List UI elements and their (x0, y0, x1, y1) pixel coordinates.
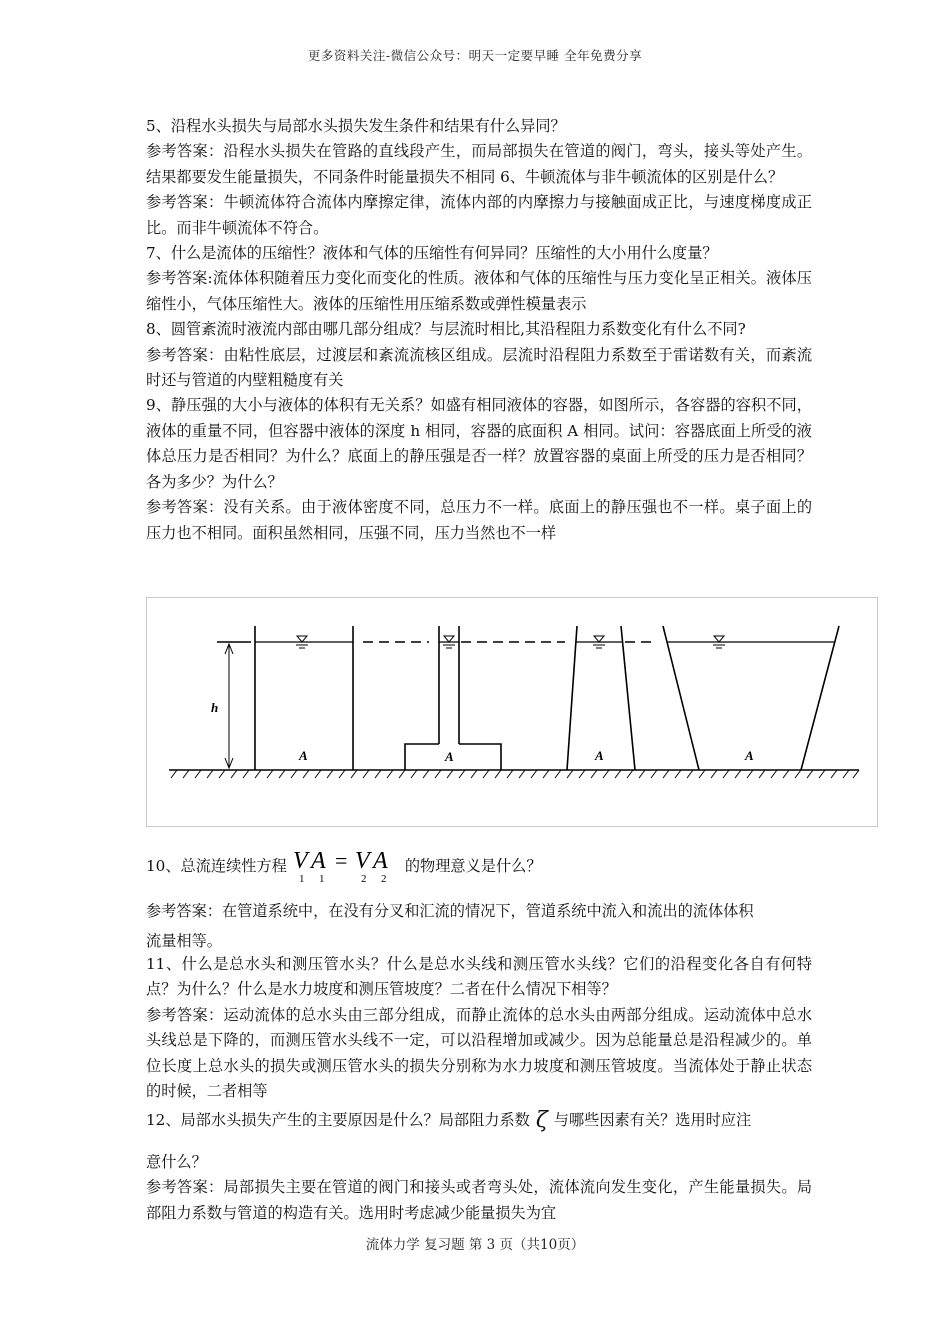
q6-answer: 参考答案：牛顿流体符合流体内摩擦定律，流体内部的内摩擦力与接触面成正比，与速度梯度成正比。而非牛顿流体不符合。 (146, 193, 812, 237)
q10-answer-line1: 参考答案：在管道系统中，在没有分叉和汇流的情况下，管道系统中流入和流出的流体体积 (146, 902, 754, 920)
zeta-symbol: ζ (535, 1108, 548, 1133)
container-figure (146, 597, 878, 827)
q12-answer: 参考答案：局部损失主要在管道的阀门和接头或者弯头处，流体流向发生变化，产生能量损失。局部阻力系数与管道的构造有关。选用时考虑减少能量损失为宜 (146, 1178, 812, 1222)
q7-question: 7、什么是流体的压缩性？液体和气体的压缩性有何异同？压缩性的大小用什么度量？ (146, 244, 718, 263)
q8-answer: 参考答案：由粘性底层，过渡层和紊流流核区组成。层流时沿程阻力系数至于雷诺数有关，而紊流时还与管道的内壁粗糙度有关 (146, 345, 812, 390)
q9-answer: 参考答案：没有关系。由于液体密度不同，总压力不一样。底面上的静压强也不一样。桌子面上的压力也不相同。面积虽然相同，压强不同，压力当然也不一样 (146, 498, 812, 542)
area-label-1: A (299, 748, 308, 763)
area-label-3: A (595, 748, 604, 763)
q11-block (146, 952, 812, 1104)
eq-sub-a1: 1 (318, 873, 325, 884)
eq-sub-v1: 1 (298, 873, 305, 884)
page-footer: 流体力学 复习题 第 3 页（共10页） (365, 1237, 585, 1253)
container-diagram (147, 598, 877, 826)
eq-v2: V (354, 848, 370, 874)
q11-answer: 参考答案：运动流体的总水头由三部分组成，而静止流体的总水头由两部分组成。运动流体中总水头线总是下降的，而测压管水头线不一定，可以沿程增加或减少。因为总能量总是沿程减少的。单位长度上总水头的损失或测压管水头的损失分别称为水力坡度和测压管坡度。当流体处于静止状态的时候，二者相等 (146, 1005, 812, 1101)
q5-answer: 参考答案：沿程水头损失在管路的直线段产生，而局部损失在管道的阀门，弯头，接头等处产生。结果都要发生能量损失，不同条件时能量损失不相同 6、牛顿流体与非牛顿流体的区别是什么？ (146, 142, 812, 186)
q12-continued (146, 1150, 812, 1226)
area-label-2: A (445, 749, 454, 764)
continuity-equation (291, 846, 401, 888)
q12-suffix: 与哪些因素有关？选用时应注 (553, 1111, 752, 1129)
eq-equals: = (334, 848, 348, 873)
ground-hatch (171, 770, 859, 778)
q5-question: 5、沿程水头损失与局部水头损失发生条件和结果有什么异同？ (146, 117, 566, 135)
q12-line2: 意什么？ (146, 1153, 207, 1171)
q10-answer-line2: 流量相等。 (146, 932, 222, 950)
q11-question: 11、什么是总水头和测压管水头？什么是总水头线和测压管水头线？它们的沿程变化各自有何特点？为什么？什么是水力坡度和测压管坡度？二者在什么情况下相等？ (146, 955, 812, 999)
q10-question (146, 846, 812, 888)
eq-a1: A (310, 848, 326, 874)
q12-question (146, 1108, 812, 1133)
eq-v1: V (292, 848, 308, 874)
q10-prefix: 10、总流连续性方程 (146, 857, 287, 875)
q9-question: 9、静压强的大小与液体的体积有无关系？如盛有相同液体的容器，如图所示，各容器的容积不同，液体的重量不同，但容器中液体的深度 h 相同，容器的底面积 A 相同。试问：容器底面上所受的液体总压力是否相同？为什么？底面上的静压强是否一样？放置容器的桌面上所受的压力是否相同？各为多少？为什么？ (146, 396, 812, 491)
area-label-4: A (745, 748, 754, 763)
qa-content (146, 114, 812, 546)
q10-suffix: 的物理意义是什么？ (404, 857, 542, 875)
eq-sub-v2: 2 (360, 873, 367, 884)
page-header: 更多资料关注-微信公众号：明天一定要早睡 全年免费分享 (307, 48, 643, 63)
q12-prefix: 12、局部水头损失产生的主要原因是什么？局部阻力系数 (146, 1111, 530, 1129)
q7-answer: 参考答案:流体体积随着压力变化而变化的性质。液体和气体的压缩性与压力变化呈正相关。液体压缩性小，气体压缩性大。液体的压缩性用压缩系数或弹性模量表示 (146, 269, 812, 313)
q8-question: 8、圆管紊流时液流内部由哪几部分组成？与层流时相比,其沿程阻力系数变化有什么不同? (146, 320, 746, 339)
depth-label: h (211, 700, 219, 715)
q10-answer (146, 896, 812, 956)
eq-a2: A (372, 848, 388, 874)
eq-sub-a2: 2 (380, 873, 387, 884)
